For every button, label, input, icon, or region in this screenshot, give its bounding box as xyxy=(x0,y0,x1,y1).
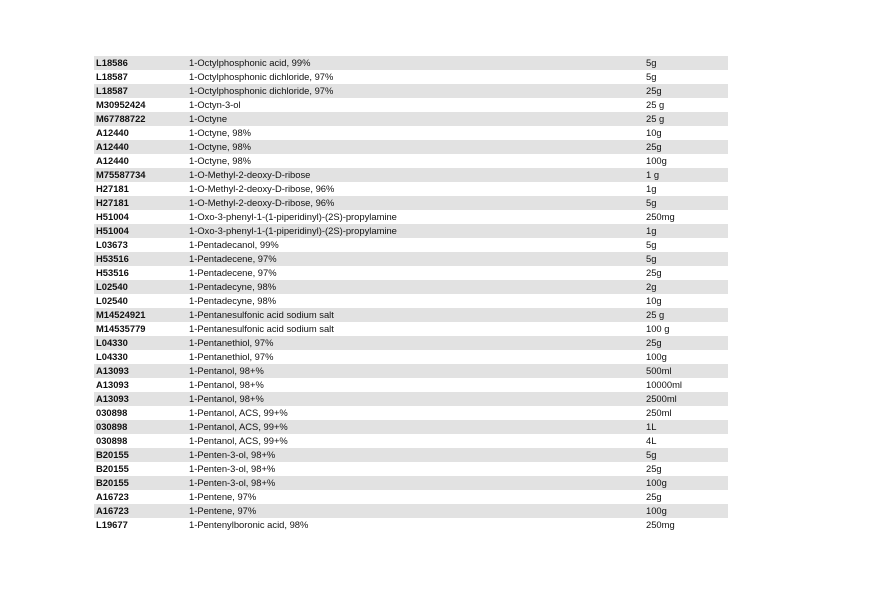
product-name-cell: 1-Octylphosphonic dichloride, 97% xyxy=(187,84,644,98)
package-size-cell: 25g xyxy=(644,462,728,476)
product-name-cell: 1-Penten-3-ol, 98+% xyxy=(187,448,644,462)
package-size-cell: 2500ml xyxy=(644,392,728,406)
package-size-cell: 1 g xyxy=(644,168,728,182)
product-name-cell: 1-Pentene, 97% xyxy=(187,490,644,504)
table-row xyxy=(94,154,728,168)
package-size-cell: 250mg xyxy=(644,518,728,532)
package-size-cell: 1L xyxy=(644,420,728,434)
product-code-cell: 030898 xyxy=(94,434,187,448)
product-code-cell: L18587 xyxy=(94,84,187,98)
table-row xyxy=(94,266,728,280)
table-row xyxy=(94,336,728,350)
table-row xyxy=(94,182,728,196)
package-size-cell: 5g xyxy=(644,70,728,84)
product-code-cell: M14535779 xyxy=(94,322,187,336)
table-row xyxy=(94,126,728,140)
package-size-cell: 25 g xyxy=(644,98,728,112)
table-row xyxy=(94,224,728,238)
product-code-cell: A13093 xyxy=(94,392,187,406)
package-size-cell: 250ml xyxy=(644,406,728,420)
package-size-cell: 250mg xyxy=(644,210,728,224)
product-code-cell: 030898 xyxy=(94,406,187,420)
product-code-cell: B20155 xyxy=(94,476,187,490)
table-row xyxy=(94,294,728,308)
product-name-cell: 1-Pentanol, 98+% xyxy=(187,378,644,392)
product-name-cell: 1-O-Methyl-2-deoxy-D-ribose, 96% xyxy=(187,182,644,196)
product-name-cell: 1-Pentanol, 98+% xyxy=(187,392,644,406)
package-size-cell: 10000ml xyxy=(644,378,728,392)
product-table xyxy=(94,56,728,532)
table-row xyxy=(94,56,728,70)
product-name-cell: 1-Pentanol, ACS, 99+% xyxy=(187,406,644,420)
package-size-cell: 25g xyxy=(644,84,728,98)
product-code-cell: L04330 xyxy=(94,336,187,350)
table-row xyxy=(94,112,728,126)
table-row xyxy=(94,238,728,252)
package-size-cell: 25g xyxy=(644,266,728,280)
product-name-cell: 1-Pentanol, ACS, 99+% xyxy=(187,420,644,434)
product-name-cell: 1-Pentadecyne, 98% xyxy=(187,280,644,294)
table-row xyxy=(94,70,728,84)
product-code-cell: A16723 xyxy=(94,490,187,504)
table-row xyxy=(94,476,728,490)
product-name-cell: 1-Pentadecene, 97% xyxy=(187,266,644,280)
table-row xyxy=(94,518,728,532)
product-name-cell: 1-Pentadecene, 97% xyxy=(187,252,644,266)
product-name-cell: 1-Octylphosphonic dichloride, 97% xyxy=(187,70,644,84)
table-row xyxy=(94,308,728,322)
table-row xyxy=(94,168,728,182)
table-row xyxy=(94,406,728,420)
product-name-cell: 1-Pentenylboronic acid, 98% xyxy=(187,518,644,532)
product-name-cell: 1-Oxo-3-phenyl-1-(1-piperidinyl)-(2S)-propylamine xyxy=(187,210,644,224)
package-size-cell: 500ml xyxy=(644,364,728,378)
product-code-cell: A13093 xyxy=(94,378,187,392)
product-name-cell: 1-Pentanol, 98+% xyxy=(187,364,644,378)
package-size-cell: 1g xyxy=(644,224,728,238)
product-code-cell: L02540 xyxy=(94,294,187,308)
package-size-cell: 10g xyxy=(644,126,728,140)
package-size-cell: 2g xyxy=(644,280,728,294)
table-row xyxy=(94,462,728,476)
package-size-cell: 5g xyxy=(644,56,728,70)
table-row xyxy=(94,364,728,378)
product-name-cell: 1-O-Methyl-2-deoxy-D-ribose, 96% xyxy=(187,196,644,210)
product-code-cell: L04330 xyxy=(94,350,187,364)
product-name-cell: 1-Pentanesulfonic acid sodium salt xyxy=(187,308,644,322)
product-name-cell: 1-Penten-3-ol, 98+% xyxy=(187,462,644,476)
package-size-cell: 5g xyxy=(644,196,728,210)
table-row xyxy=(94,490,728,504)
package-size-cell: 25g xyxy=(644,140,728,154)
product-code-cell: H27181 xyxy=(94,196,187,210)
table-row xyxy=(94,210,728,224)
product-name-cell: 1-Octyne, 98% xyxy=(187,140,644,154)
product-name-cell: 1-Pentadecyne, 98% xyxy=(187,294,644,308)
product-code-cell: H27181 xyxy=(94,182,187,196)
product-table-body xyxy=(94,56,728,532)
table-row xyxy=(94,322,728,336)
package-size-cell: 5g xyxy=(644,252,728,266)
table-row xyxy=(94,84,728,98)
product-code-cell: L19677 xyxy=(94,518,187,532)
product-name-cell: 1-Pentanethiol, 97% xyxy=(187,336,644,350)
product-name-cell: 1-Octylphosphonic acid, 99% xyxy=(187,56,644,70)
package-size-cell: 100g xyxy=(644,350,728,364)
package-size-cell: 10g xyxy=(644,294,728,308)
package-size-cell: 100g xyxy=(644,154,728,168)
product-name-cell: 1-Octyne, 98% xyxy=(187,154,644,168)
product-code-cell: B20155 xyxy=(94,462,187,476)
product-code-cell: L18587 xyxy=(94,70,187,84)
product-name-cell: 1-Oxo-3-phenyl-1-(1-piperidinyl)-(2S)-propylamine xyxy=(187,224,644,238)
package-size-cell: 1g xyxy=(644,182,728,196)
package-size-cell: 25 g xyxy=(644,308,728,322)
product-code-cell: L03673 xyxy=(94,238,187,252)
product-code-cell: A12440 xyxy=(94,154,187,168)
product-code-cell: A12440 xyxy=(94,140,187,154)
table-row xyxy=(94,448,728,462)
product-code-cell: H51004 xyxy=(94,224,187,238)
table-row xyxy=(94,434,728,448)
table-row xyxy=(94,350,728,364)
table-row xyxy=(94,140,728,154)
product-code-cell: H53516 xyxy=(94,252,187,266)
product-code-cell: L18586 xyxy=(94,56,187,70)
product-code-cell: M30952424 xyxy=(94,98,187,112)
product-code-cell: L02540 xyxy=(94,280,187,294)
package-size-cell: 100g xyxy=(644,476,728,490)
product-name-cell: 1-Pentene, 97% xyxy=(187,504,644,518)
package-size-cell: 5g xyxy=(644,448,728,462)
product-code-cell: B20155 xyxy=(94,448,187,462)
product-name-cell: 1-Pentanesulfonic acid sodium salt xyxy=(187,322,644,336)
table-row xyxy=(94,196,728,210)
product-name-cell: 1-Octyne xyxy=(187,112,644,126)
package-size-cell: 25g xyxy=(644,490,728,504)
product-name-cell: 1-Pentanethiol, 97% xyxy=(187,350,644,364)
product-name-cell: 1-Octyne, 98% xyxy=(187,126,644,140)
product-code-cell: A12440 xyxy=(94,126,187,140)
product-code-cell: M75587734 xyxy=(94,168,187,182)
table-row xyxy=(94,392,728,406)
product-code-cell: 030898 xyxy=(94,420,187,434)
product-code-cell: H53516 xyxy=(94,266,187,280)
table-row xyxy=(94,504,728,518)
table-row xyxy=(94,252,728,266)
product-name-cell: 1-Penten-3-ol, 98+% xyxy=(187,476,644,490)
package-size-cell: 100 g xyxy=(644,322,728,336)
product-code-cell: A13093 xyxy=(94,364,187,378)
product-code-cell: H51004 xyxy=(94,210,187,224)
package-size-cell: 25 g xyxy=(644,112,728,126)
product-code-cell: M67788722 xyxy=(94,112,187,126)
product-name-cell: 1-O-Methyl-2-deoxy-D-ribose xyxy=(187,168,644,182)
table-row xyxy=(94,98,728,112)
package-size-cell: 4L xyxy=(644,434,728,448)
product-name-cell: 1-Pentanol, ACS, 99+% xyxy=(187,434,644,448)
table-row xyxy=(94,280,728,294)
product-code-cell: A16723 xyxy=(94,504,187,518)
product-name-cell: 1-Octyn-3-ol xyxy=(187,98,644,112)
package-size-cell: 5g xyxy=(644,238,728,252)
table-row xyxy=(94,420,728,434)
package-size-cell: 25g xyxy=(644,336,728,350)
table-row xyxy=(94,378,728,392)
package-size-cell: 100g xyxy=(644,504,728,518)
product-name-cell: 1-Pentadecanol, 99% xyxy=(187,238,644,252)
product-code-cell: M14524921 xyxy=(94,308,187,322)
